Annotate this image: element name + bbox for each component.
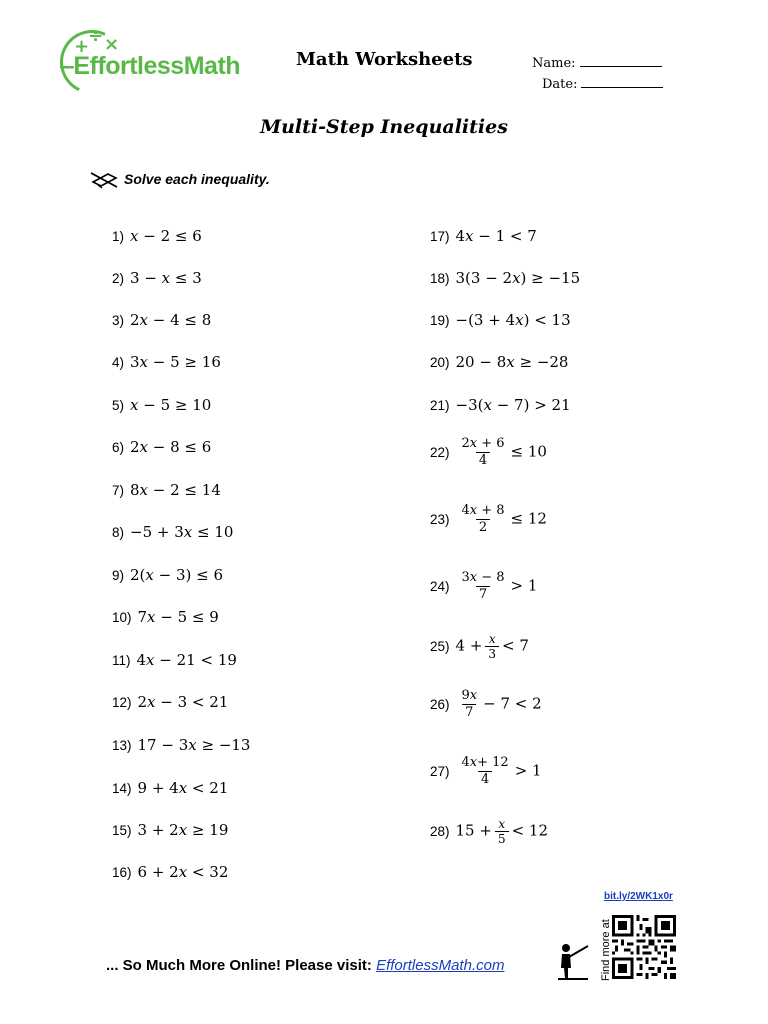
problem-1 bbox=[112, 226, 202, 247]
date-field bbox=[542, 75, 663, 92]
fraction bbox=[459, 436, 508, 469]
numerator: 4𝑥 + 8 bbox=[461, 503, 505, 518]
problem-19 bbox=[430, 310, 571, 331]
problem-15 bbox=[112, 820, 228, 841]
instruction-text: Solve each inequality. bbox=[124, 171, 270, 187]
problem-20 bbox=[430, 352, 568, 373]
problem-number: 15) bbox=[112, 823, 132, 838]
problem-expression: 20 − 8𝑥 ≥ −28 bbox=[455, 353, 569, 371]
problem-tail: ≤ 10 bbox=[510, 442, 547, 461]
problem-expression: 𝑥 − 2 ≤ 6 bbox=[130, 227, 202, 245]
problem-4 bbox=[112, 352, 221, 373]
name-line[interactable] bbox=[580, 54, 662, 67]
problem-expression: 17 − 3𝑥 ≥ −13 bbox=[137, 736, 251, 754]
fraction bbox=[459, 503, 508, 536]
problem-number: 25) bbox=[430, 638, 450, 654]
problem-expression: 2𝑥 − 8 ≤ 6 bbox=[130, 438, 212, 456]
problem-number: 10) bbox=[112, 610, 132, 625]
instruction bbox=[90, 168, 270, 190]
denominator: 2 bbox=[476, 519, 490, 536]
numerator: 𝑥 bbox=[488, 632, 496, 646]
problem-7 bbox=[112, 480, 221, 501]
fraction bbox=[459, 688, 481, 721]
footer-site-link[interactable]: EffortlessMath.com bbox=[376, 957, 505, 974]
problem-expression: 7𝑥 − 5 ≤ 9 bbox=[137, 608, 219, 626]
problem-expression: 3𝑥 − 5 ≥ 16 bbox=[130, 353, 221, 371]
problem-16 bbox=[112, 862, 228, 883]
problem-number: 4) bbox=[112, 355, 125, 370]
problem-expression: 3 + 2𝑥 ≥ 19 bbox=[137, 821, 229, 839]
problem-number: 12) bbox=[112, 695, 132, 710]
footer-message bbox=[106, 957, 504, 974]
problem-expression: −(3 + 4𝑥) < 13 bbox=[455, 311, 571, 329]
numerator: 𝑥 bbox=[498, 817, 506, 831]
short-link[interactable]: bit.ly/2WK1x0r bbox=[604, 891, 673, 902]
problem-number: 19) bbox=[430, 313, 450, 328]
problem-expression: 2𝑥 − 4 ≤ 8 bbox=[130, 311, 212, 329]
teacher-pointer-icon bbox=[556, 940, 590, 980]
problem-expression: 9 + 4𝑥 < 21 bbox=[137, 779, 229, 797]
problem-expression: 2(𝑥 − 3) ≤ 6 bbox=[130, 566, 224, 584]
problem-21 bbox=[430, 395, 571, 416]
problem-22 bbox=[430, 436, 547, 469]
problem-number: 11) bbox=[112, 653, 131, 668]
problem-11 bbox=[112, 650, 237, 671]
problem-24 bbox=[430, 570, 537, 603]
problem-25 bbox=[430, 632, 529, 661]
problem-number: 24) bbox=[430, 578, 450, 594]
logo-text: ‒EffortlessMath bbox=[60, 52, 241, 80]
problem-23 bbox=[430, 503, 547, 536]
problem-13 bbox=[112, 735, 250, 756]
problem-number: 23) bbox=[430, 511, 450, 527]
footer-text: ... So Much More Online! Please visit: bbox=[106, 957, 372, 974]
fraction bbox=[495, 817, 509, 846]
problem-tail: > 1 bbox=[510, 576, 538, 595]
problem-expression: 𝑥 − 5 ≥ 10 bbox=[130, 396, 212, 414]
problem-expression: 4𝑥 − 21 < 19 bbox=[136, 651, 237, 669]
problem-17 bbox=[430, 226, 537, 247]
math-symbols-icon: + ÷ × bbox=[74, 26, 120, 57]
fraction bbox=[459, 570, 508, 603]
pencil-paper-icon bbox=[90, 168, 120, 190]
denominator: 4 bbox=[476, 452, 490, 469]
problem-number: 8) bbox=[112, 525, 125, 540]
problem-number: 7) bbox=[112, 483, 125, 498]
site-title: Math Worksheets bbox=[296, 49, 473, 70]
problem-28 bbox=[430, 817, 548, 846]
problem-number: 17) bbox=[430, 229, 450, 244]
problem-8 bbox=[112, 522, 233, 543]
denominator: 7 bbox=[462, 704, 476, 721]
problem-9 bbox=[112, 565, 223, 586]
problem-expression: −5 + 3𝑥 ≤ 10 bbox=[130, 523, 234, 541]
qr-code-icon[interactable] bbox=[612, 915, 676, 979]
problem-expression: 6 + 2𝑥 < 32 bbox=[137, 863, 229, 881]
problem-head: 4 + bbox=[455, 636, 483, 655]
problem-head: 15 + bbox=[455, 821, 492, 840]
problem-number: 28) bbox=[430, 823, 450, 839]
problem-5 bbox=[112, 395, 211, 416]
name-field bbox=[532, 54, 662, 71]
problem-number: 20) bbox=[430, 355, 450, 370]
problem-18 bbox=[430, 268, 580, 289]
problem-number: 2) bbox=[112, 271, 125, 286]
problem-14 bbox=[112, 778, 228, 799]
fraction bbox=[485, 632, 499, 661]
find-more-label: Find more at bbox=[600, 919, 612, 981]
numerator: 4𝑥+ 12 bbox=[461, 755, 509, 770]
problem-2 bbox=[112, 268, 202, 289]
problem-number: 1) bbox=[112, 229, 125, 244]
numerator: 3𝑥 − 8 bbox=[461, 570, 505, 585]
problem-number: 14) bbox=[112, 781, 132, 796]
problem-tail: < 7 bbox=[502, 636, 529, 655]
problem-expression: 8𝑥 − 2 ≤ 14 bbox=[130, 481, 221, 499]
effortlessmath-logo bbox=[60, 26, 250, 94]
date-label: Date: bbox=[542, 77, 578, 92]
problem-number: 21) bbox=[430, 398, 450, 413]
problem-tail: ≤ 12 bbox=[510, 509, 547, 528]
problem-tail: − 7 < 2 bbox=[483, 694, 542, 713]
denominator: 7 bbox=[476, 586, 490, 603]
problem-3 bbox=[112, 310, 211, 331]
problem-number: 27) bbox=[430, 763, 450, 779]
problem-number: 3) bbox=[112, 313, 125, 328]
problem-10 bbox=[112, 607, 219, 628]
problem-6 bbox=[112, 437, 211, 458]
problem-expression: 3(3 − 2𝑥) ≥ −15 bbox=[455, 269, 581, 287]
problem-expression: 4𝑥 − 1 < 7 bbox=[455, 227, 537, 245]
problem-expression: 3 − 𝑥 ≤ 3 bbox=[130, 269, 202, 287]
date-line[interactable] bbox=[581, 75, 663, 88]
problem-number: 22) bbox=[430, 444, 450, 460]
problem-12 bbox=[112, 692, 228, 713]
problem-number: 5) bbox=[112, 398, 125, 413]
denominator: 4 bbox=[478, 771, 492, 788]
problem-number: 18) bbox=[430, 271, 450, 286]
problem-expression: 2𝑥 − 3 < 21 bbox=[137, 693, 229, 711]
problem-number: 6) bbox=[112, 440, 125, 455]
name-label: Name: bbox=[532, 56, 576, 71]
problem-number: 16) bbox=[112, 865, 132, 880]
worksheet-title: Multi-Step Inequalities bbox=[260, 116, 508, 138]
problem-tail: > 1 bbox=[514, 761, 542, 780]
problem-tail: < 12 bbox=[511, 821, 549, 840]
problem-number: 26) bbox=[430, 696, 450, 712]
problem-number: 9) bbox=[112, 568, 125, 583]
denominator: 5 bbox=[495, 831, 509, 846]
denominator: 3 bbox=[485, 646, 499, 661]
numerator: 2𝑥 + 6 bbox=[461, 436, 505, 451]
problem-26 bbox=[430, 688, 542, 721]
problem-number: 13) bbox=[112, 738, 132, 753]
numerator: 9𝑥 bbox=[461, 688, 478, 703]
fraction bbox=[459, 755, 512, 788]
problem-27 bbox=[430, 755, 542, 788]
problem-expression: −3(𝑥 − 7) > 21 bbox=[455, 396, 571, 414]
